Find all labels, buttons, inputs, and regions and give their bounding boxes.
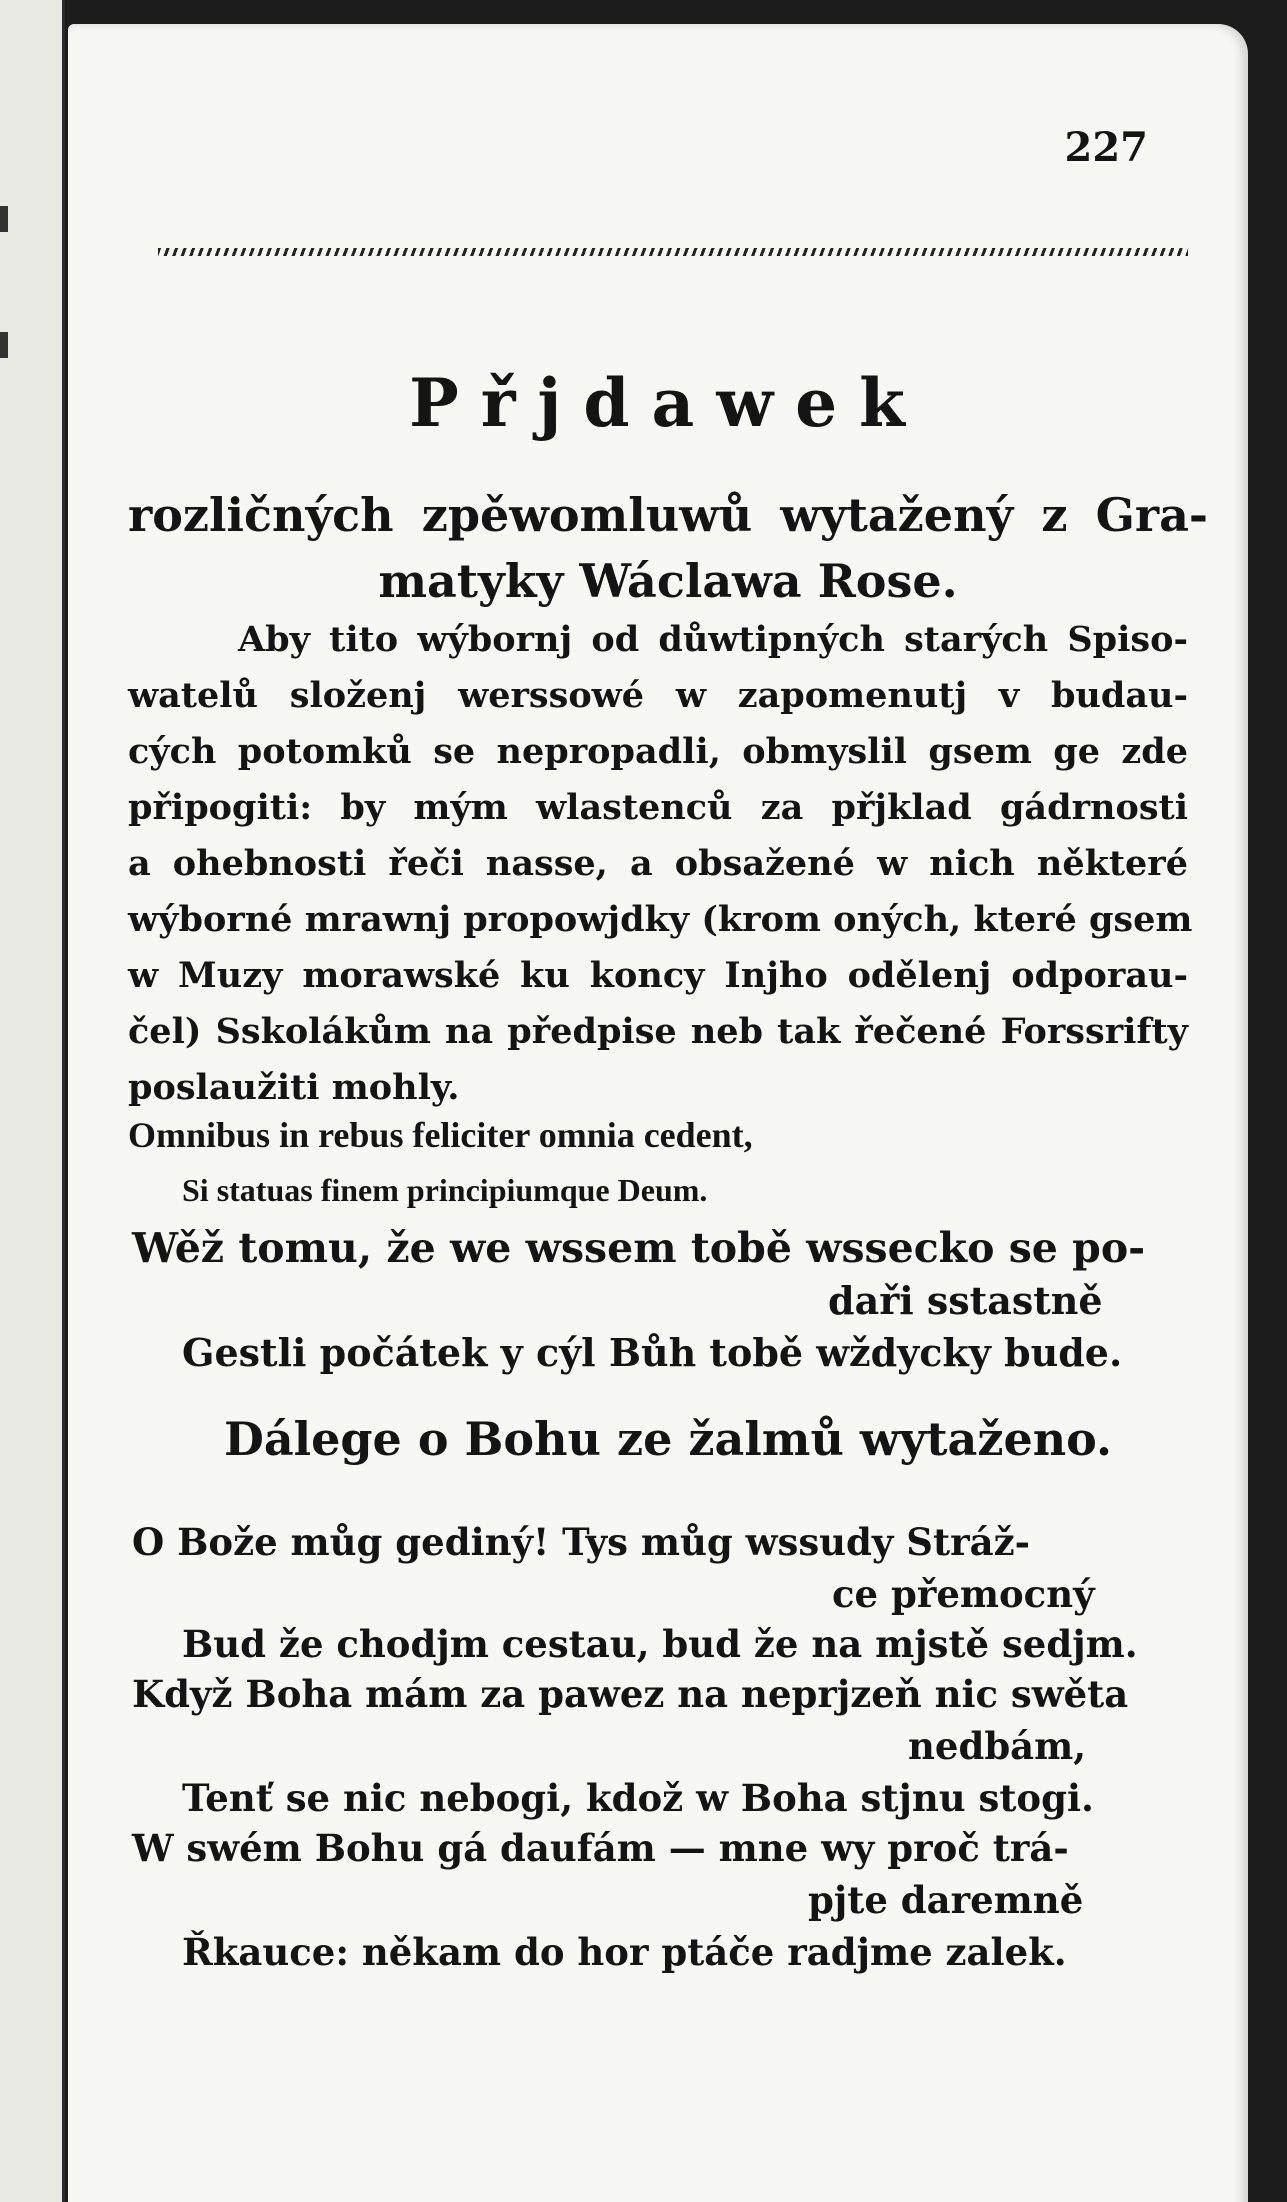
psalm-line: W swém Bohu gá daufám — mne wy proč trá- (132, 1826, 1069, 1870)
psalm-line: Bud že chodjm cestau, bud že na mjstě sedjm. (182, 1622, 1138, 1666)
paragraph-line: poslaužiti mohly. (128, 1067, 460, 1108)
psalm-line: Když Boha mám za pawez na neprjzeň nic swěta (132, 1672, 1129, 1716)
latin-verse-line: Si statuas finem principiumque Deum. (182, 1172, 708, 1208)
paragraph-line: watelů složenj werssowé w zapomenutj v budau- (128, 675, 1188, 716)
margin-mark (0, 332, 8, 358)
section-heading: Dálege o Bohu ze žalmů wytaženo. (223, 1412, 1113, 1466)
psalm-line: Tenť se nic nebogi, kdož w Boha stjnu stogi. (182, 1776, 1094, 1820)
subtitle (128, 482, 1208, 614)
subtitle-line: rozličných zpěwomluwů wytažený z Gra- (128, 488, 1208, 542)
intro-paragraph (128, 612, 1193, 1116)
psalm-line: Řkauce: někam do hor ptáče radjme zalek. (182, 1930, 1067, 1974)
subtitle-line: matyky Wáclawa Rose. (378, 554, 958, 608)
decorative-rule (158, 248, 1188, 256)
psalm-line: O Bože můg gediný! Tys můg wssudy Stráž- (132, 1520, 1030, 1564)
margin-mark (0, 206, 8, 232)
previous-page-edge (0, 0, 65, 2202)
verse-line: Gestli počátek y cýl Bůh tobě wždycky bude. (182, 1330, 1123, 1375)
paragraph-line: Aby tito wýbornj od důwtipných starých Spiso- (238, 619, 1188, 660)
paragraph-line: čel) Sskolákům na předpise neb tak řečené Forssrifty (128, 1011, 1188, 1052)
book-page (68, 24, 1248, 2202)
paragraph-line: w Muzy morawské ku koncy Injho odělenj odporau- (128, 955, 1188, 996)
psalm-line-continuation: ce přemocný (832, 1572, 1095, 1616)
verse-line-continuation: daři sstastně (828, 1278, 1103, 1323)
psalm-line-continuation: nedbám, (908, 1724, 1087, 1768)
paragraph-line: cých potomků se nepropadli, obmyslil gsem ge zde (128, 731, 1188, 772)
paragraph-line: připogiti: by mým wlastenců za přjklad gádrnosti (128, 787, 1188, 828)
page-number: 227 (1064, 124, 1148, 171)
psalm-line-continuation: pjte daremně (808, 1878, 1084, 1922)
page-title: Přjdawek (409, 364, 927, 442)
paragraph-line: wýborné mrawnj propowjdky (krom oných, které gsem (128, 899, 1193, 940)
verse-line: Wěž tomu, že we wssem tobě wsseckо se po- (132, 1224, 1146, 1272)
paragraph-line: a ohebnosti řeči nasse, a obsažené w nich některé (128, 843, 1188, 884)
latin-verse-line: Omnibus in rebus feliciter omnia cedent, (128, 1115, 753, 1155)
